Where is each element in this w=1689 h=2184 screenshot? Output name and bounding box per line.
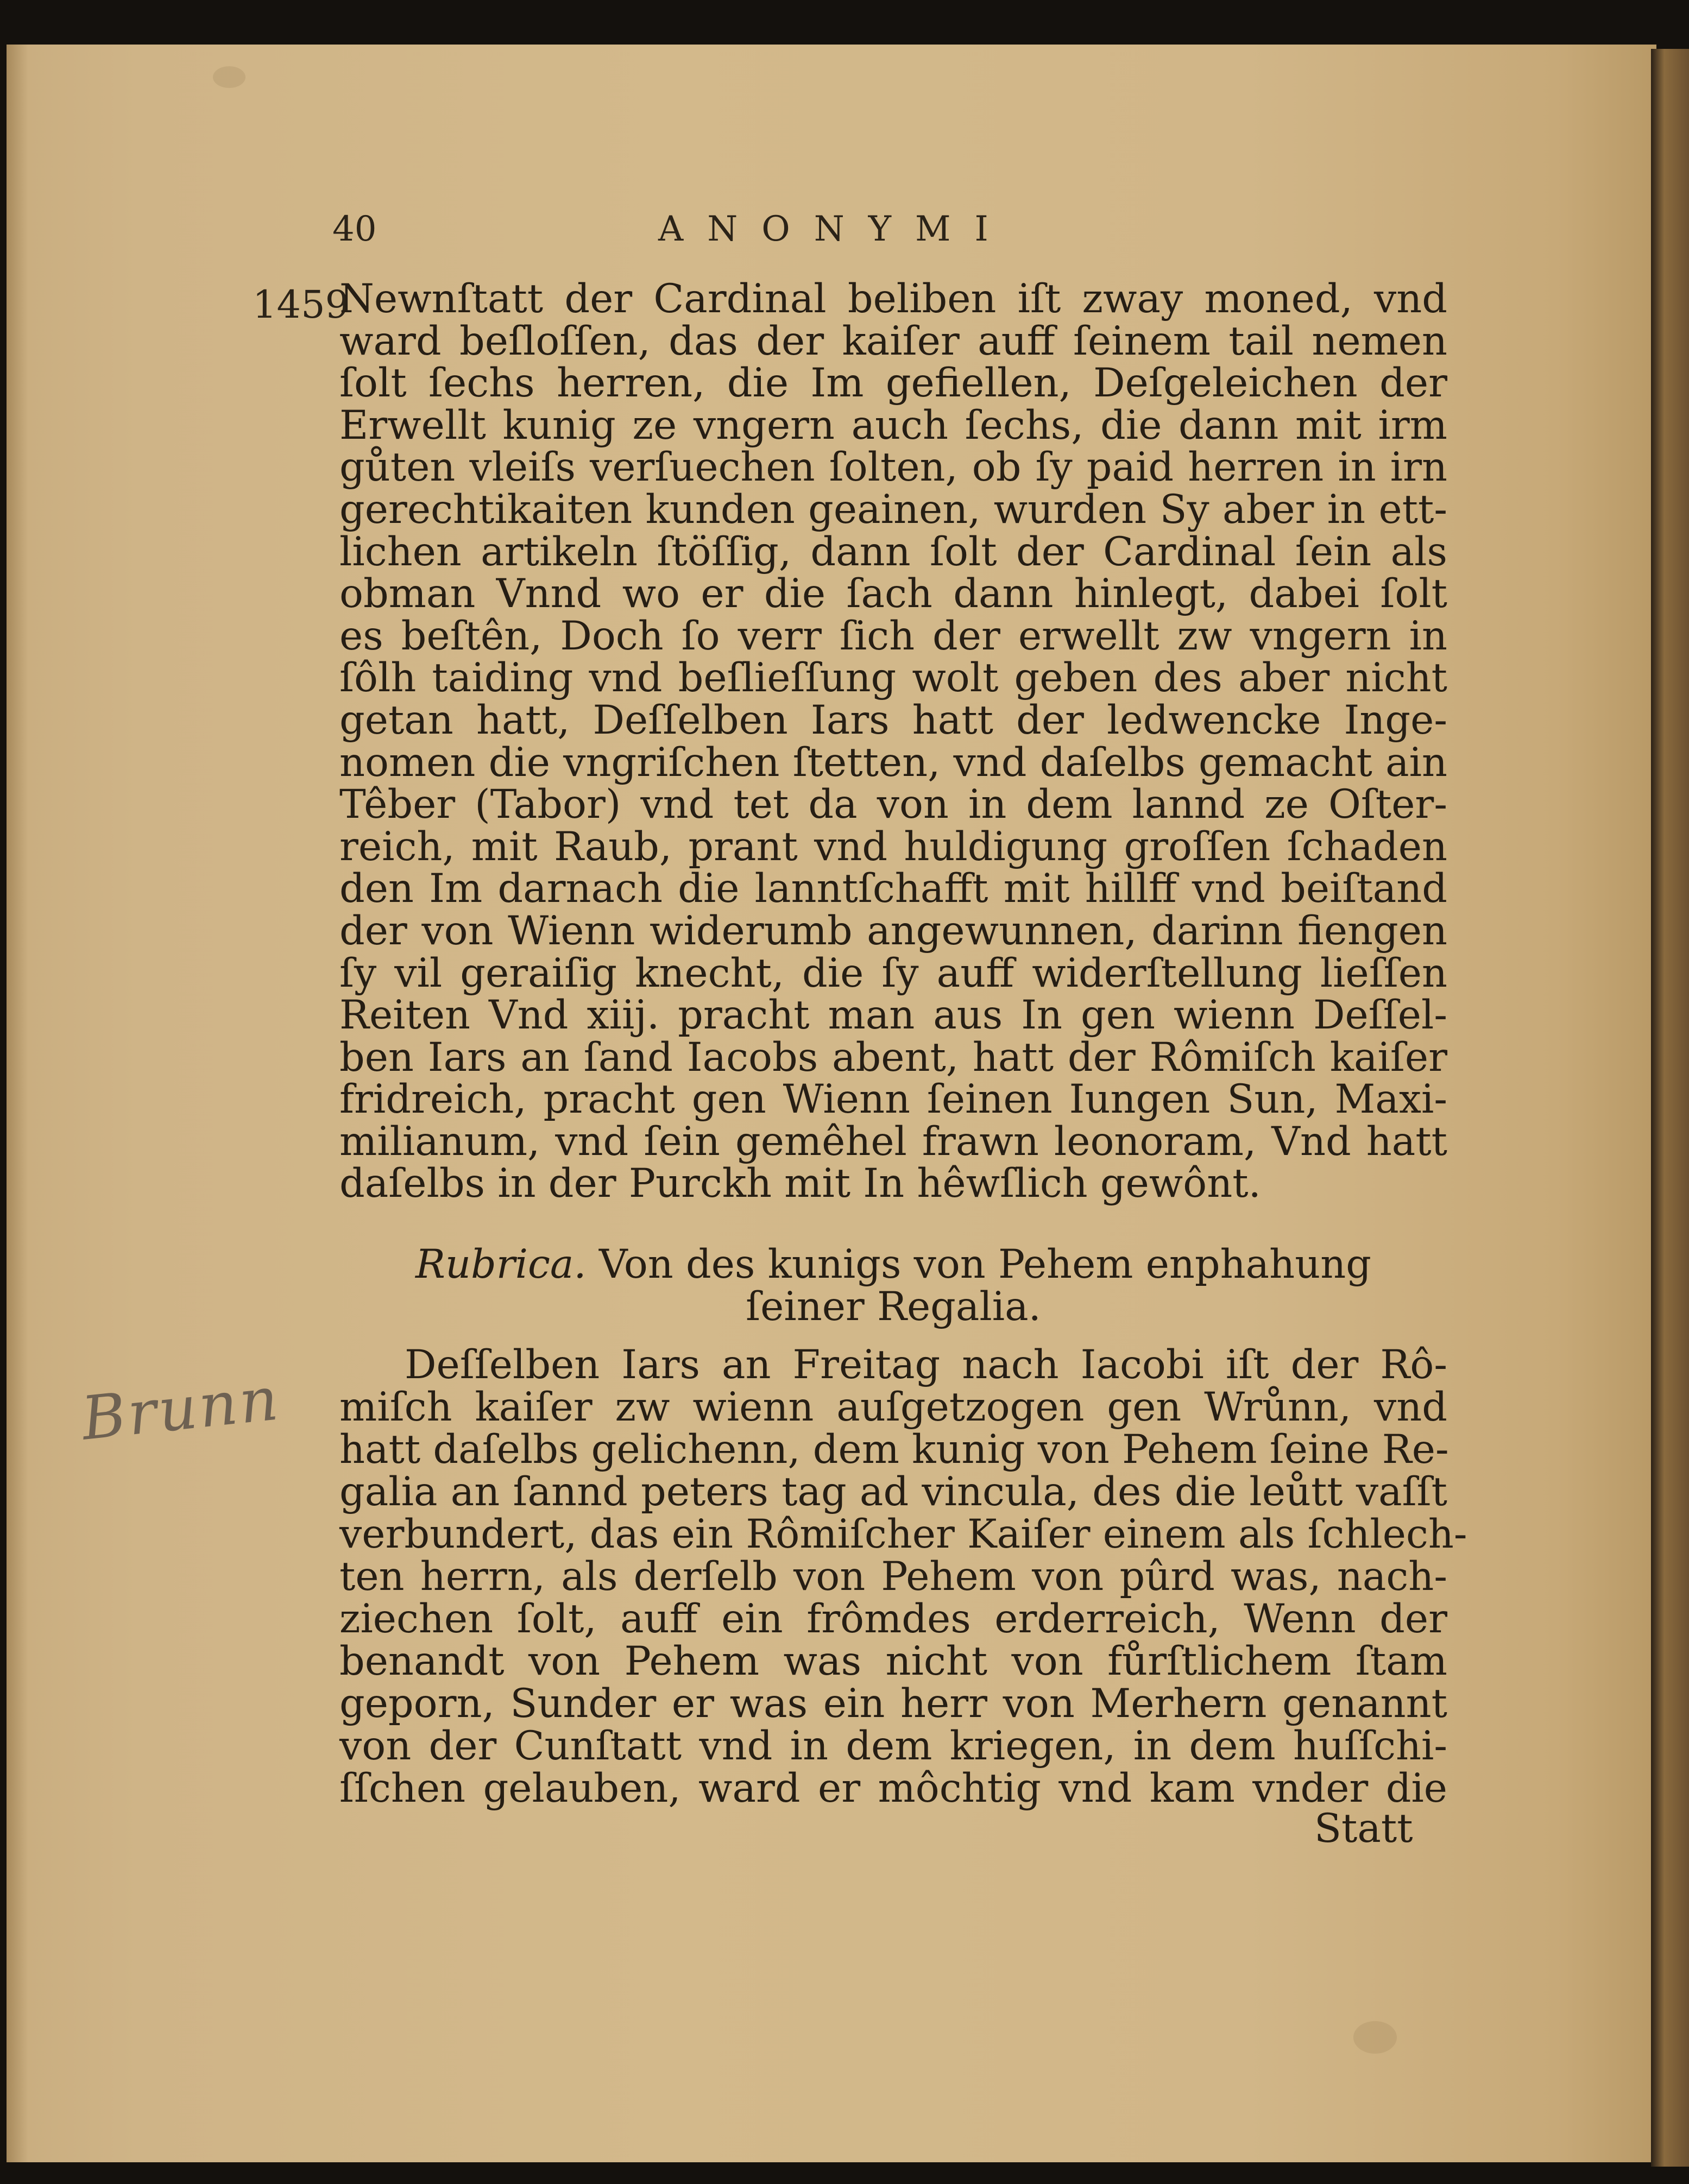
catchword: Statt: [1314, 1806, 1413, 1852]
paper-stain: [1353, 2021, 1397, 2054]
handwritten-margin-note: Brunn: [78, 1364, 283, 1454]
text-line: daſelbs in der Purckh mit In hêwſlich gewônt.: [339, 1160, 1261, 1207]
text-line: Deſſelben Iars an Freitag nach Iacobi iſt der Rô-: [405, 1342, 1447, 1388]
text-line: Reiten Vnd xiij. pracht man aus In gen wienn Deſſel-: [339, 992, 1447, 1039]
paragraph-1: [339, 278, 1447, 1205]
text-line: der von Wienn widerumb angewunnen, darinn fiengen: [339, 907, 1447, 954]
text-line: ben Iars an ſand Iacobs abent, hatt der Rômiſch kaiſer: [339, 1034, 1447, 1081]
text-line: es beſtên, Doch ſo verr ſich der erwellt zw vngern in: [339, 613, 1447, 659]
next-page-edge: [1651, 49, 1689, 2167]
page-edge-shadow: [7, 45, 28, 2162]
text-line: reich, mit Raub, prant vnd huldigung groſſen ſchaden: [339, 823, 1447, 870]
text-line: ſy vil geraiſig knecht, die ſy auff widerſtellung lieſſen: [339, 950, 1447, 996]
text-line: benandt von Pehem was nicht von fůrſtlichem ſtam: [339, 1638, 1447, 1684]
text-line: Têber (Tabor) vnd tet da von in dem lannd ze Oſter-: [339, 781, 1447, 828]
text-line: den Im darnach die lanntſchafft mit hillff vnd beiſtand: [339, 866, 1447, 912]
page-header: [332, 209, 1266, 247]
rubric-line-2: ſeiner Regalia.: [746, 1284, 1041, 1330]
text-line: milianum, vnd ſein gemêhel frawn leonoram, Vnd hatt: [339, 1118, 1447, 1165]
text-line: von der Cunſtatt vnd in dem kriegen, in dem huſſchi-: [339, 1723, 1447, 1769]
page-number: 40: [332, 209, 377, 249]
running-title: ANONYMI: [658, 209, 1012, 249]
text-line: gůten vleiſs verſuechen ſolten, ob ſy paid herren in irn: [339, 444, 1447, 491]
text-line: lichen artikeln ſtöſſig, dann ſolt der Cardinal ſein als: [339, 528, 1447, 575]
text-line: galia an ſannd peters tag ad vincula, des die leůtt vaſſt: [339, 1469, 1447, 1515]
text-line: ten herrn, als derſelb von Pehem von pûrd was, nach-: [339, 1554, 1447, 1600]
text-line: ſolt ſechs herren, die Im gefiellen, Deſgeleichen der: [339, 360, 1447, 407]
text-line: Newnſtatt der Cardinal beliben iſt zway moned, vnd: [339, 276, 1447, 322]
text-line: Erwellt kunig ze vngern auch ſechs, die dann mit irm: [339, 402, 1447, 449]
text-line: miſch kaiſer zw wienn auſgetzogen gen Wrůnn, vnd: [339, 1384, 1447, 1430]
paper-stain: [213, 66, 245, 88]
text-line: gerechtikaiten kunden geainen, wurden Sy aber in ett-: [339, 486, 1447, 533]
text-line: ziechen ſolt, auff ein frômdes erderreich, Wenn der: [339, 1596, 1447, 1642]
text-line: nomen die vngriſchen ſtetten, vnd daſelbs gemacht ain: [339, 739, 1447, 786]
text-line: geporn, Sunder er was ein herr von Merhern genannt: [339, 1681, 1447, 1727]
text-line: verbundert, das ein Rômiſcher Kaiſer einem als ſchlech-: [339, 1511, 1467, 1557]
text-line: obman Vnnd wo er die ſach dann hinlegt, dabei ſolt: [339, 571, 1447, 617]
rubric-text: Von des kunigs von Pehem enphahung: [598, 1241, 1371, 1287]
rubric-line-1: [339, 1241, 1447, 1287]
text-line: ſſchen gelauben, ward er môchtig vnd kam vnder die: [339, 1765, 1447, 1811]
text-line: ſôlh taiding vnd beſlieſſung wolt geben des aber nicht: [339, 655, 1447, 702]
text-line: fridreich, pracht gen Wienn ſeinen Iungen Sun, Maxi-: [339, 1076, 1447, 1123]
text-line: hatt daſelbs gelichenn, dem kunig von Pehem ſeine Re-: [339, 1426, 1449, 1473]
margin-year: 1459: [253, 282, 350, 327]
text-line: ward beſloſſen, das der kaiſer auff ſeinem tail nemen: [339, 318, 1447, 364]
text-line: getan hatt, Deſſelben Iars hatt der ledwencke Inge-: [339, 697, 1447, 743]
rubric-heading: [339, 1241, 1447, 1330]
paragraph-2: [339, 1342, 1467, 1811]
rubric-label: Rubrica.: [415, 1241, 587, 1287]
